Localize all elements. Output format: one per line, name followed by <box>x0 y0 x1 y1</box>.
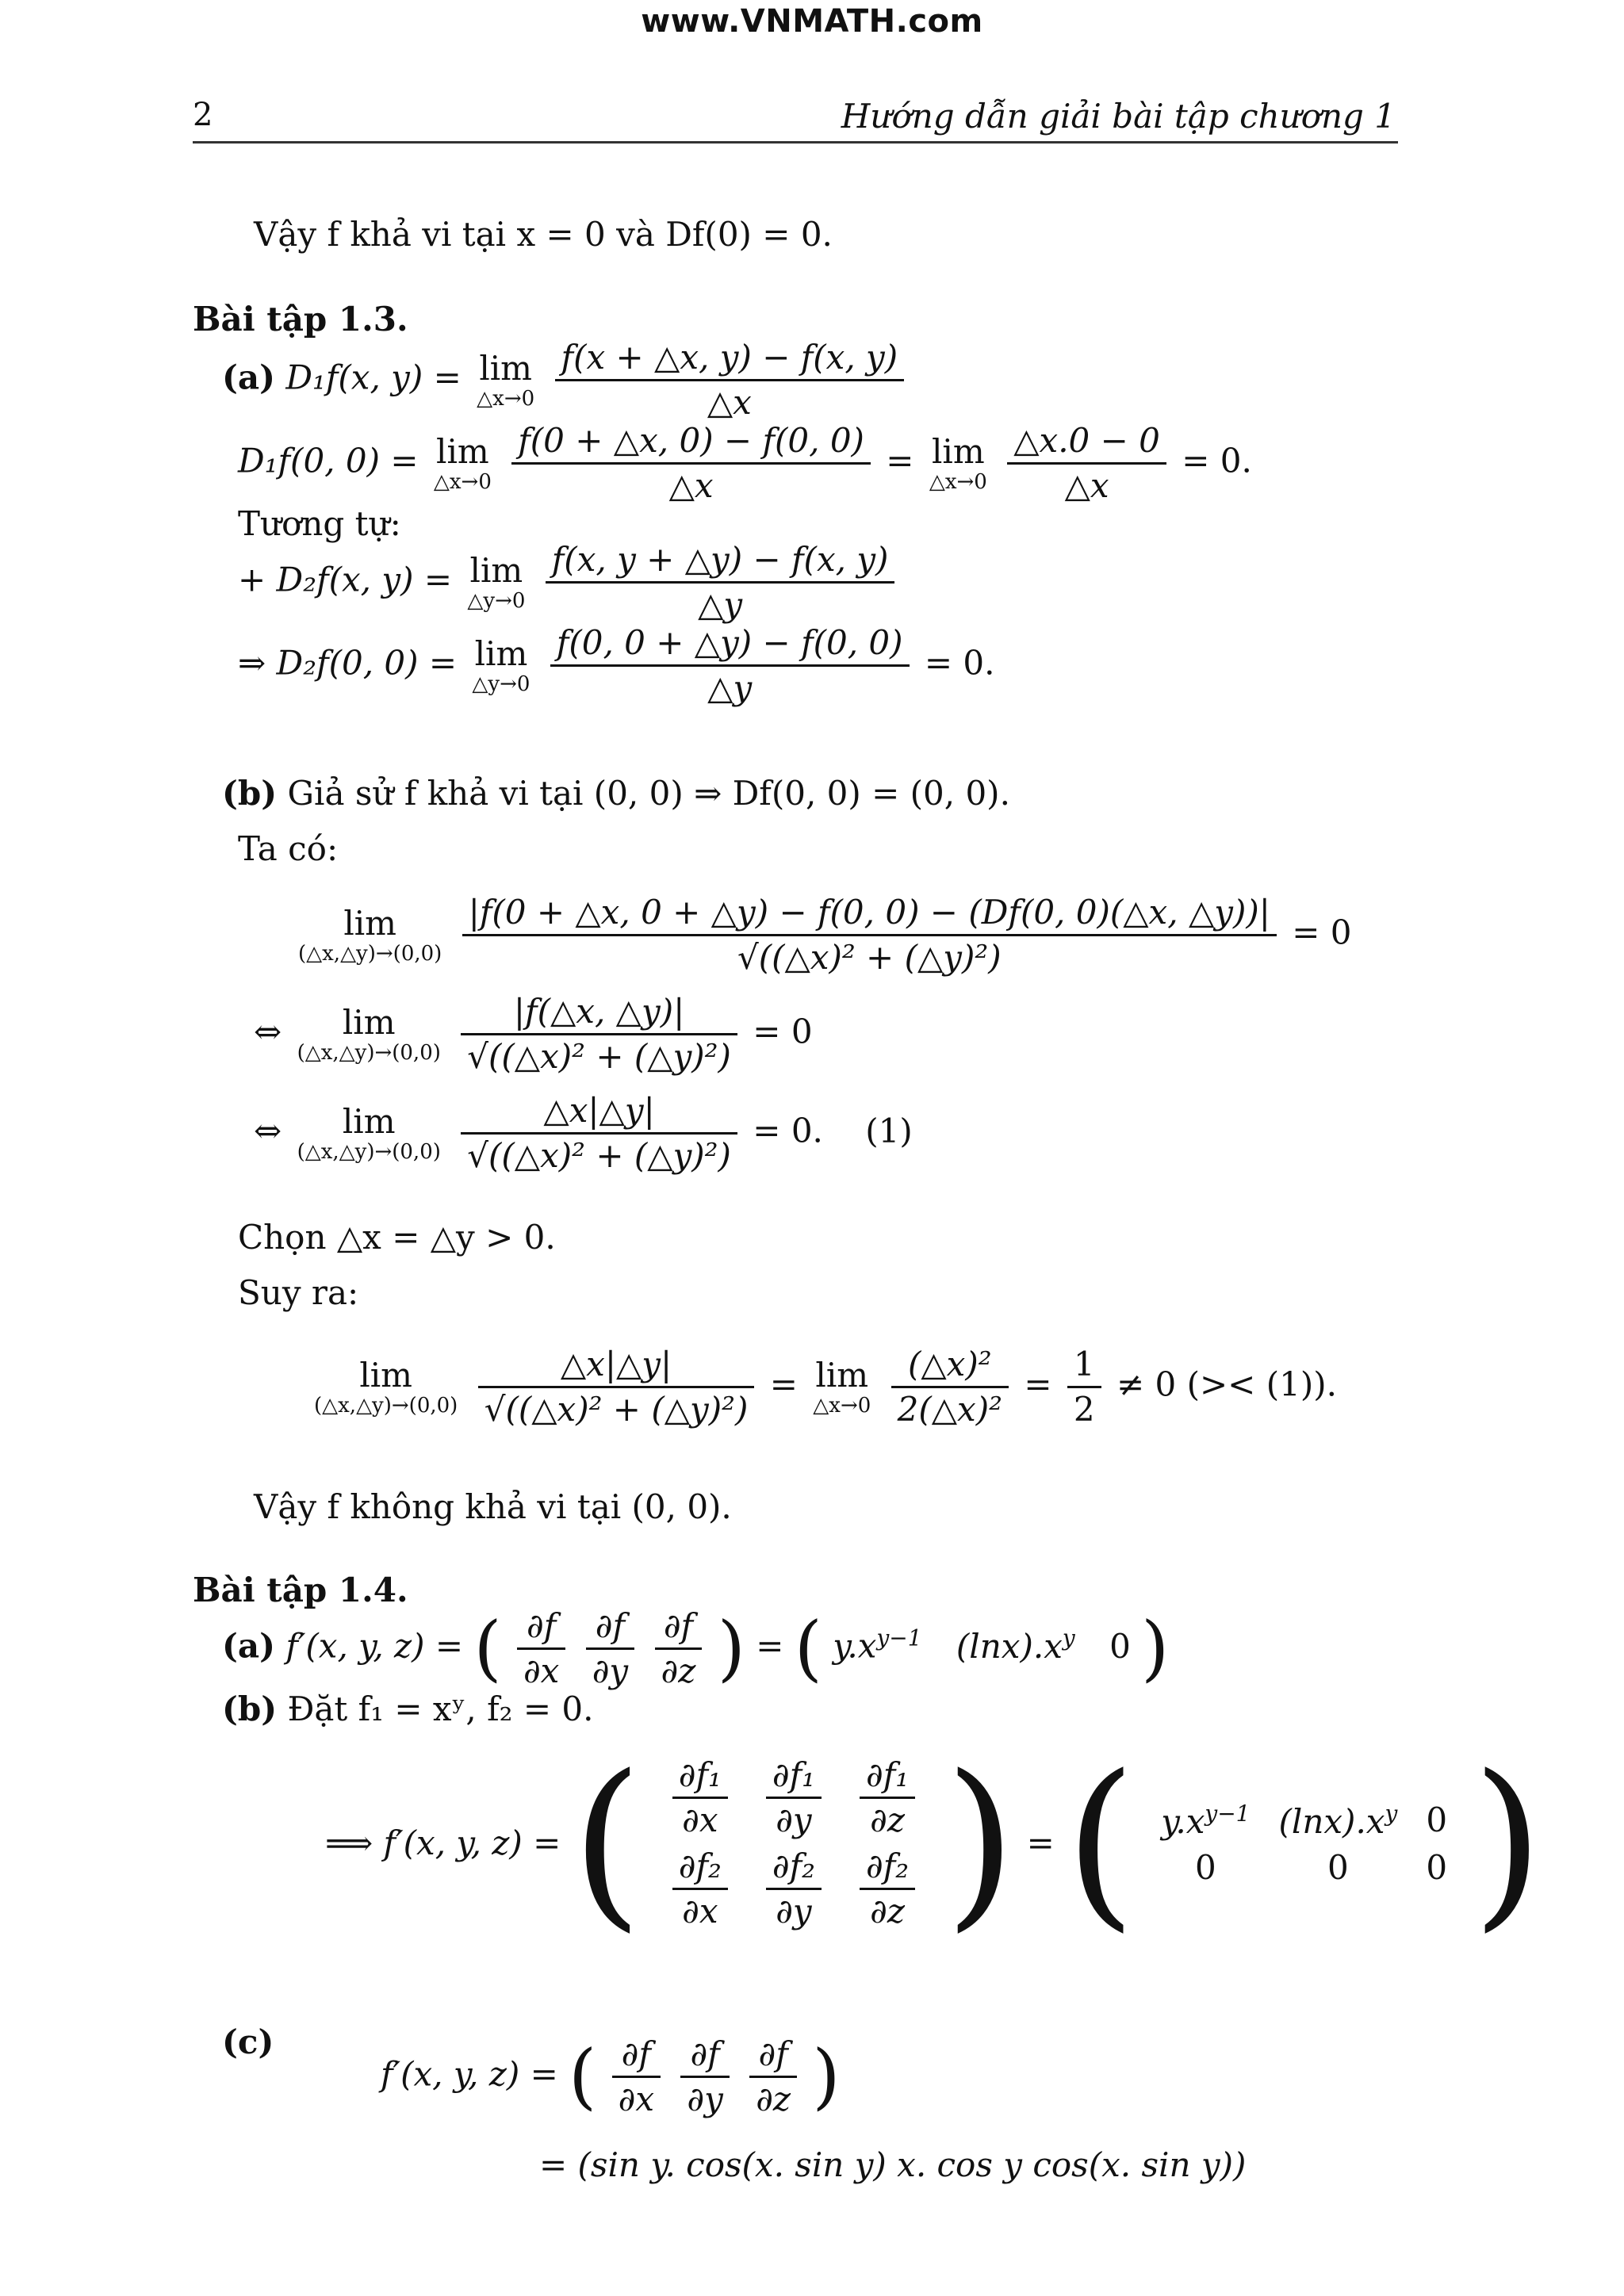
limit: lim △x→0 <box>433 431 492 494</box>
partial-fraction: $\frac{\partial f}{\partial z}$ <box>749 2038 797 2116</box>
result-term: y.x <box>833 1626 877 1666</box>
limit: lim (△x,△y)→(0,0) <box>297 1101 441 1164</box>
equals-sign: = <box>886 441 914 480</box>
limit: lim △x→0 <box>929 431 987 494</box>
tuong-tu: Tương tự: <box>238 504 401 543</box>
ex13-a-line2-lhs: D₁f(0, 0) = <box>238 441 419 480</box>
limit: lim △y→0 <box>467 550 526 613</box>
fprime-lhs: f′(x, y, z) = <box>381 2054 558 2094</box>
equation-tag: (1) <box>865 1111 913 1150</box>
ex13-a-line4-lhs: ⇒ D₂f(0, 0) = <box>238 643 458 683</box>
fraction: $\frac{|f(0 + \triangle x, 0 + \triangle y) - f(0, 0) - (Df(0, 0)(\triangle x, \triangle y))|}{\text{√((△x)² + (△y)²)}}$ <box>462 896 1277 974</box>
equals-zero: = 0. <box>753 1111 823 1150</box>
result-term: 0 <box>1109 1626 1131 1666</box>
left-paren: ( <box>1065 1737 1136 1949</box>
ex14-b-text: Đặt f₁ = xʸ, f₂ = 0. <box>287 1689 594 1728</box>
ex13-a-line1 <box>222 338 909 422</box>
fraction: $\frac{\triangle x|\triangle y|}{\text{√((△x)² + (△y)²)}}$ <box>478 1348 755 1426</box>
running-title: Hướng dẫn giải bài tập chương 1 <box>841 97 1396 136</box>
intro-text: Vậy f khả vi tại x = 0 và Df(0) = 0. <box>254 215 833 254</box>
ex13-a-line1-lhs: D₁f(x, y) = <box>285 358 462 397</box>
ex13-a-line4 <box>238 623 995 707</box>
fraction-half: $\frac{1}{2}$ <box>1067 1348 1101 1426</box>
right-paren: ) <box>717 1606 745 1690</box>
equals-zero: = 0 <box>1292 913 1352 952</box>
ex13-a-line3 <box>238 540 899 624</box>
result-term: (lnx).x <box>956 1626 1063 1666</box>
implies-lhs: ⟹ f′(x, y, z) = <box>325 1823 561 1862</box>
ex14-heading: Bài tập 1.4. <box>193 1571 408 1609</box>
fraction: $\frac{f(x, y + \triangle y) - f(x, y)}{\triangle y}$ <box>546 543 895 622</box>
ta-co: Ta có: <box>238 829 339 868</box>
left-paren: ( <box>473 1606 502 1690</box>
exponent: y <box>1062 1624 1075 1651</box>
equals-sign: = <box>1024 1364 1052 1404</box>
fprime-lhs: f′(x, y, z) = <box>285 1626 464 1666</box>
fraction: $\frac{\text{(△x)²}}{\text{2(△x)²}}$ <box>891 1348 1009 1426</box>
ex14-b-matrix-eq: ⟹ f′(x, y, z) = ( $\frac{\text{∂f₁}}{\partial x}$ $\frac{\text{∂f₁}}{\partial y}$ $\frac{\text{∂f₁}}{\partial z}$ $\frac{\text{∂f₂}}{\partial x}$ $\frac{\text{∂f₂}}{\partial y}$ $\frac{\text{∂f₂}}{\partial z}$ ) = ( $y.x^{y-1}$ $(\ln x).x^y$ 0 0 0 0 ) <box>325 1737 1544 1949</box>
limit: lim (△x,△y)→(0,0) <box>297 1002 441 1065</box>
equals-zero: = 0 <box>753 1012 813 1051</box>
ex13-a-label: (a) <box>222 358 275 397</box>
fraction: $\frac{|f(\triangle x, \triangle y)|}{\text{√((△x)² + (△y)²)}}$ <box>461 995 737 1073</box>
right-paren: ) <box>1472 1737 1544 1949</box>
left-paren: ( <box>569 2034 597 2118</box>
fraction: $\frac{\triangle x.0 - 0}{\triangle x}$ <box>1007 424 1166 503</box>
left-paren: ( <box>571 1737 643 1949</box>
limit: lim △x→0 <box>813 1355 871 1418</box>
ex13-a-line3-lhs: + D₂f(x, y) = <box>238 560 453 599</box>
exponent: y−1 <box>876 1624 922 1651</box>
site-watermark: www.VNMATH.com <box>641 3 983 40</box>
ex13-conclusion: Vậy f không khả vi tại (0, 0). <box>254 1487 732 1526</box>
ex14-b-line <box>222 1689 594 1728</box>
ex14-c-line1 <box>381 2034 841 2118</box>
ex14-a-label: (a) <box>222 1626 275 1666</box>
ex13-b-label: (b) <box>222 774 278 813</box>
limit: lim (△x,△y)→(0,0) <box>298 903 442 966</box>
fraction: $\frac{f(0, 0 + \triangle y) - f(0, 0)}{\triangle y}$ <box>550 626 910 705</box>
right-paren: ) <box>812 2034 841 2118</box>
ex14-c-label: (c) <box>222 2022 274 2061</box>
left-paren: ( <box>794 1606 822 1690</box>
ex13-heading: Bài tập 1.3. <box>193 300 408 339</box>
iff-symbol: ⇔ <box>254 1111 282 1150</box>
fraction: $\frac{f(0 + \triangle x, 0) - f(0, 0)}{\triangle x}$ <box>511 424 871 503</box>
ex13-b-eq4 <box>309 1345 1337 1429</box>
partial-fraction: $\frac{\partial f}{\partial x}$ <box>517 1609 565 1688</box>
ex13-b-line <box>222 774 1010 813</box>
right-paren: ) <box>1141 1606 1170 1690</box>
partial-fraction: $\frac{\partial f}{\partial z}$ <box>655 1609 703 1688</box>
limit: lim (△x,△y)→(0,0) <box>314 1355 458 1418</box>
contradiction-tail: ≠ 0 (>< (1)). <box>1116 1364 1337 1404</box>
ex13-a-line2 <box>238 421 1252 505</box>
page-number: 2 <box>193 97 213 133</box>
fraction: $\frac{\triangle x|\triangle y|}{\text{√((△x)² + (△y)²)}}$ <box>461 1094 737 1173</box>
right-paren: ) <box>944 1737 1017 1949</box>
limit: lim △y→0 <box>472 633 530 696</box>
ex13-b-text: Giả sử f khả vi tại (0, 0) ⇒ Df(0, 0) = (0, 0). <box>287 774 1010 813</box>
ex14-c-line2: = (sin y. cos(x. sin y) x. cos y cos(x. sin y)) <box>539 2145 1247 2184</box>
partial-fraction: $\frac{\partial f}{\partial y}$ <box>586 1609 634 1688</box>
ex14-b-label: (b) <box>222 1689 278 1728</box>
chon: Chọn △x = △y > 0. <box>238 1218 556 1257</box>
equals-zero: = 0. <box>924 643 995 683</box>
result-matrix: $y.x^{y-1}$ $(\ln x).x^y$ 0 0 0 0 <box>1161 1800 1448 1887</box>
ex13-b-eq3 <box>254 1091 913 1175</box>
ex13-b-eq2 <box>254 992 813 1076</box>
suy-ra: Suy ra: <box>238 1273 359 1312</box>
equals-sign: = <box>769 1364 798 1404</box>
header-rule <box>193 141 1398 144</box>
fraction: $\frac{f(x + \triangle x, y) - f(x, y)}{\triangle x}$ <box>555 341 905 419</box>
limit: lim △x→0 <box>477 348 535 411</box>
ex14-a-line: (a) f′(x, y, z) = ( $\frac{\partial f}{\partial x}$ $\frac{\partial f}{\partial y}$ $\frac{\partial f}{\partial z}$ ) = ( $y.x^{y-1}$ $(\ln x).x^y$ 0 ) <box>222 1606 1170 1690</box>
equals-zero: = 0. <box>1182 441 1252 480</box>
partial-fraction: $\frac{\partial f}{\partial y}$ <box>680 2038 729 2116</box>
jacobian-matrix: $\frac{\text{∂f₁}}{\partial x}$ $\frac{\text{∂f₁}}{\partial y}$ $\frac{\text{∂f₁}}{\partial z}$ $\frac{\text{∂f₂}}{\partial x}$ $\frac{\text{∂f₂}}{\partial y}$ $\frac{\text{∂f₂}}{\partial z}$ <box>653 1752 934 1934</box>
ex13-b-eq1 <box>293 893 1352 977</box>
iff-symbol: ⇔ <box>254 1012 282 1051</box>
partial-fraction: $\frac{\partial f}{\partial x}$ <box>612 2038 661 2116</box>
